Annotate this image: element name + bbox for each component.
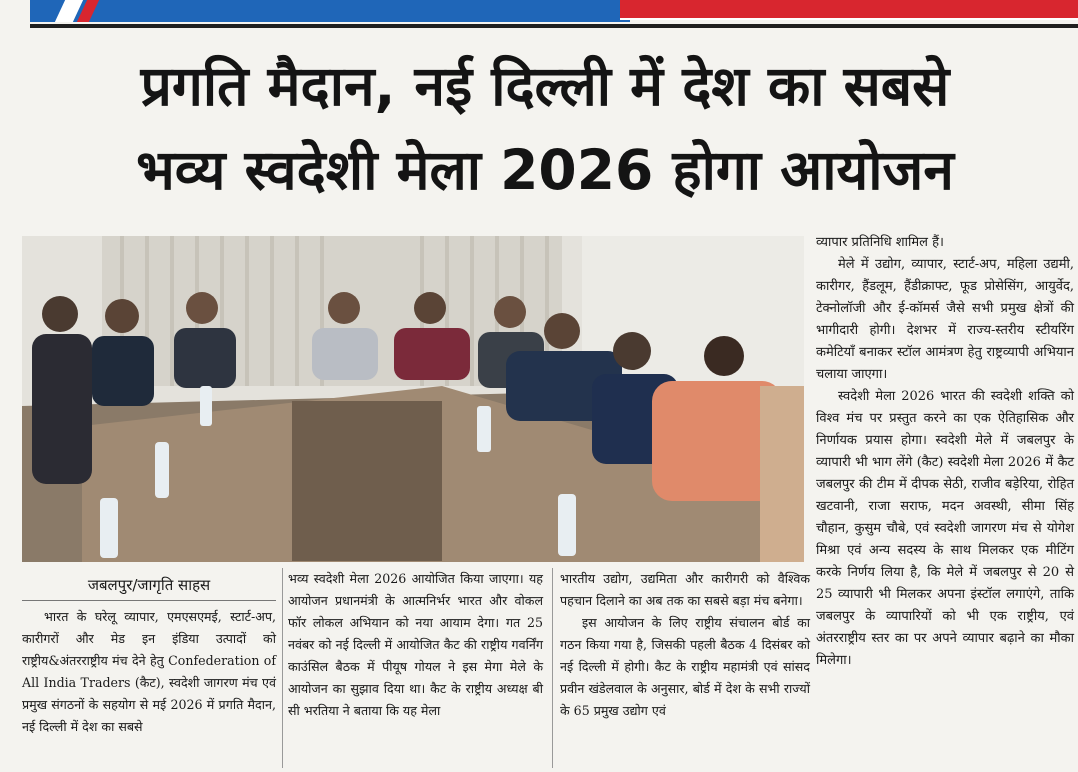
paragraph: इस आयोजन के लिए राष्ट्रीय संचालन बोर्ड का गठन किया गया है, जिसकी पहली बैठक 4 दिसंबर को नई दिल्ली में होगी। कैट के राष्ट्रीय महामंत्री एवं सांसद प्रवीन खंडेलवाल के अनुसार, बोर्ड में देश के सभी राज्यों के 65 प्रमुख उद्योग एवं bbox=[560, 615, 810, 718]
byline: जबलपुर/जागृति साहस bbox=[22, 570, 276, 601]
article-column-3 bbox=[560, 568, 810, 722]
newspaper-masthead-banner bbox=[0, 0, 1078, 30]
masthead-rule bbox=[30, 24, 1078, 28]
paragraph: भारत के घरेलू व्यापार, एमएसएमई, स्टार्ट-अप, कारीगरों और मेड इन इंडिया उत्पादों को राष्ट्रीय&अंतरराष्ट्रीय मंच देने हेतु Confederation of All India Traders (कैट), स्वदेशी जागरण मंच एवं प्रमुख संगठनों के सहयोग से मई 2026 में प्रगति मैदान, नई दिल्ली में देश का सबसे bbox=[22, 609, 276, 734]
headline-line-2: भव्य स्वदेशी मेला 2026 होगा आयोजन bbox=[136, 138, 954, 202]
masthead-blue-band bbox=[30, 0, 630, 22]
article-column-2 bbox=[288, 568, 543, 722]
masthead-red-band bbox=[620, 0, 1078, 20]
paragraph: स्वदेशी मेला 2026 भारत की स्वदेशी शक्ति को विश्व मंच पर प्रस्तुत करने का एक ऐतिहासिक और निर्णायक प्रयास होगा। स्वदेशी मेले में जबलपुर के व्यापारी भी भाग लेंगे (कैट) स्वदेशी मेला 2026 में कैट जबलपुर की टीम में दीपक सेठी, राजीव बड़ेरिया, रोहित खटवानी, राजा सराफ, मदन अवस्थी, सीमा सिंह चौहान, कुसुम चौबे, एवं स्वदेशी जागरण मंच से योगेश मिश्रा एवं अन्य सदस्य के साथ मिलकर एक मीटिंग करके निर्णय लिया है, कि मेले में जबलपुर से 20 से 25 व्यापारी भी मिलकर अपना इंस्टॉल लगाएंगे, ताकि जबलपुर के व्यापारियों को भी एक राष्ट्रीय, एवं अंतरराष्ट्रीय स्तर का पर अपने व्यापार बढ़ाने का मौका मिलेगा। bbox=[816, 389, 1074, 668]
column-divider bbox=[552, 568, 553, 768]
paragraph: व्यापार प्रतिनिधि शामिल हैं। bbox=[816, 235, 944, 250]
article-column-1 bbox=[22, 606, 276, 738]
column-divider bbox=[282, 568, 283, 768]
article-column-4 bbox=[816, 232, 1074, 672]
paragraph: भारतीय उद्योग, उद्यमिता और कारीगरी को वैश्विक पहचान दिलाने का अब तक का सबसे बड़ा मंच बनेगा। bbox=[560, 571, 810, 608]
headline-line-1: प्रगति मैदान, नई दिल्ली में देश का सबसे bbox=[140, 54, 950, 118]
paragraph: भव्य स्वदेशी मेला 2026 आयोजित किया जाएगा। यह आयोजन प्रधानमंत्री के आत्मनिर्भर भारत और वोकल फॉर लोकल अभियान को नया आयाम देगा। गत 25 नवंबर को नई दिल्ली में आयोजित कैट की राष्ट्रीय गवर्निंग काउंसिल बैठक में पीयूष गोयल ने इस मेगा मेले के आयोजन का सुझाव दिया था। कैट के राष्ट्रीय अध्यक्ष बी सी भरतिया ने बताया कि यह मेला bbox=[288, 571, 543, 718]
meeting-photo bbox=[22, 236, 804, 562]
paragraph: मेले में उद्योग, व्यापार, स्टार्ट-अप, महिला उद्यमी, कारीगर, हैंडलूम, हैंडीक्राफ्ट, फूड प्रोसेसिंग, आयुर्वेद, टेक्नोलॉजी और ई-कॉमर्स जैसे सभी प्रमुख क्षेत्रों की भागीदारी होगी। देशभर में राज्य-स्तरीय स्टीयरिंग कमेटियाँ बनाकर स्टॉल आमंत्रण हेतु राष्ट्रव्यापी अभियान चलाया जाएगा। bbox=[816, 257, 1074, 382]
meeting-photo-illustration bbox=[22, 236, 804, 562]
headline bbox=[20, 44, 1070, 212]
